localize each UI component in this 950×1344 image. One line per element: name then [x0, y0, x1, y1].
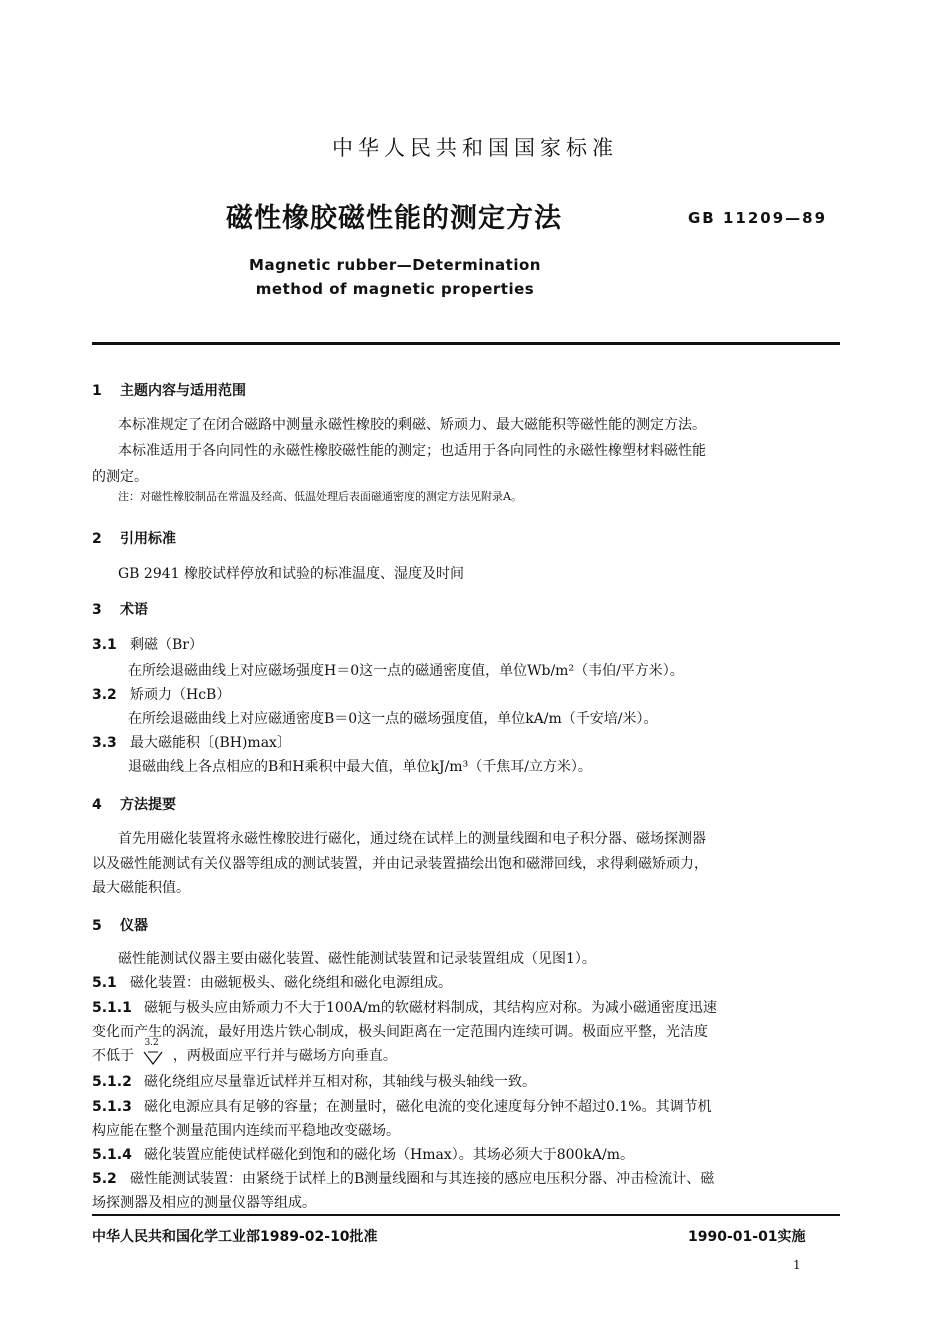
section-5-heading: 5 仪器 — [92, 918, 148, 934]
section-2-heading: 2 引用标准 — [92, 531, 176, 547]
section-4-line-3: 最大磁能积值。 — [92, 880, 190, 896]
term-3-3: 3.3 最大磁能积〔(BH)max〕 — [92, 735, 291, 751]
effective-date: 1990-01-01实施 — [688, 1229, 806, 1245]
triangle-icon — [142, 1050, 164, 1066]
clause-5-1-2: 5.1.2 磁化绕组应尽量靠近试样并互相对称，其轴线与极头轴线一致。 — [92, 1074, 536, 1090]
section-1-note: 注：对磁性橡胶制品在常温及经高、低温处理后表面磁通密度的测定方法见附录A。 — [118, 490, 522, 503]
bottom-rule — [92, 1214, 840, 1216]
clause-5-1-1-line-2: 变化而产生的涡流，最好用迭片铁心制成，极头间距离在一定范围内连续可调。极面应平整，光洁度 — [92, 1024, 708, 1040]
document-title: 磁性橡胶磁性能的测定方法 — [226, 203, 562, 234]
clause-5-1-3: 5.1.3 磁化电源应具有足够的容量；在测量时，磁化电流的变化速度每分钟不超过0.1%。其调节机 — [92, 1099, 712, 1115]
section-4-line-1: 首先用磁化装置将永磁性橡胶进行磁化，通过绕在试样上的测量线圈和电子积分器、磁场探测器 — [118, 831, 706, 847]
roughness-symbol: 3.2 — [138, 1048, 168, 1064]
page-number: 1 — [793, 1258, 801, 1272]
clause-5-1-1: 5.1.1 磁轭与极头应由矫顽力不大于100A/m的软磁材料制成，其结构应对称。为减小磁通密度迅速 — [92, 1000, 717, 1016]
term-3-2-definition: 在所绘退磁曲线上对应磁通密度B＝0这一点的磁场强度值，单位kA/m（千安培/米）。 — [128, 711, 658, 727]
section-1-para-2b: 的测定。 — [92, 469, 148, 485]
standard-header: 中华人民共和国国家标准 — [332, 136, 618, 160]
english-title-line2: method of magnetic properties — [255, 280, 535, 298]
section-3-heading: 3 术语 — [92, 602, 148, 618]
english-title-line1: Magnetic rubber—Determination — [249, 256, 541, 274]
clause-5-2-line-2: 场探测器及相应的测量仪器等组成。 — [92, 1195, 316, 1211]
term-3-3-definition: 退磁曲线上各点相应的B和H乘积中最大值，单位kJ/m³（千焦耳/立方米）。 — [128, 759, 592, 775]
section-4-line-2: 以及磁性能测试有关仪器等组成的测试装置，并由记录装置描绘出饱和磁滞回线，求得剩磁矫顽力， — [92, 856, 708, 872]
clause-5-2: 5.2 磁性能测试装置：由紧绕于试样上的B测量线圈和与其连接的感应电压积分器、冲击检流计、磁 — [92, 1171, 715, 1187]
clause-5-1-4: 5.1.4 磁化装置应能使试样磁化到饱和的磁化场（Hmax）。其场必须大于800kA/m。 — [92, 1147, 635, 1163]
clause-5-1: 5.1 磁化装置：由磁轭极头、磁化绕组和磁化电源组成。 — [92, 975, 452, 991]
section-1-heading: 1 主题内容与适用范围 — [92, 383, 246, 399]
section-1-para-2a: 本标准适用于各向同性的永磁性橡胶磁性能的测定；也适用于各向同性的永磁性橡塑材料磁性能 — [118, 443, 706, 459]
clause-5-1-1-line-3: 不低于 3.2 ，两极面应平行并与磁场方向垂直。 — [92, 1038, 397, 1064]
term-3-1-definition: 在所绘退磁曲线上对应磁场强度H＝0这一点的磁通密度值，单位Wb/m²（韦伯/平方米）。 — [128, 663, 684, 679]
term-3-2: 3.2 矫顽力（HcB） — [92, 687, 231, 703]
gb-number: GB 11209—89 — [688, 209, 828, 227]
term-3-1: 3.1 剩磁（Br） — [92, 637, 203, 653]
section-4-heading: 4 方法提要 — [92, 797, 176, 813]
section-5-intro: 磁性能测试仪器主要由磁化装置、磁性能测试装置和记录装置组成（见图1）。 — [118, 951, 596, 967]
section-2-reference: GB 2941 橡胶试样停放和试验的标准温度、湿度及时间 — [118, 566, 464, 582]
clause-5-1-3-line-2: 构应能在整个测量范围内连续而平稳地改变磁场。 — [92, 1123, 400, 1139]
approval-line: 中华人民共和国化学工业部1989-02-10批准 — [92, 1229, 378, 1245]
section-1-para-1: 本标准规定了在闭合磁路中测量永磁性橡胶的剩磁、矫顽力、最大磁能积等磁性能的测定方法。 — [118, 417, 706, 433]
top-rule — [92, 342, 840, 345]
